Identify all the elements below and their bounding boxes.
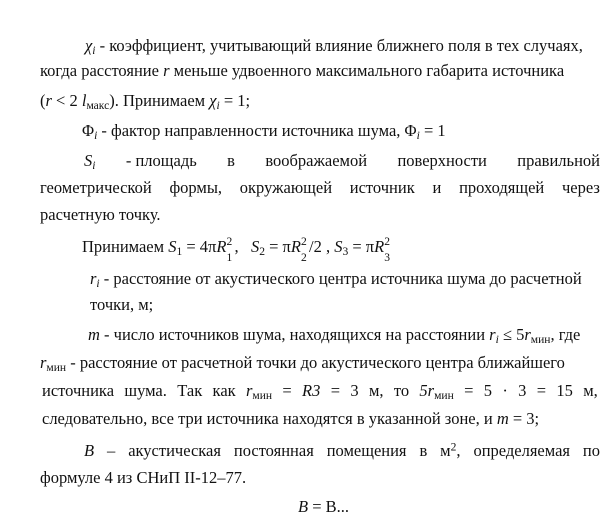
m-line-2: $r_{мин}$ - расстояние от расчетной точки до акустического центра ближайшего bbox=[40, 353, 565, 375]
s-symbol: S bbox=[84, 151, 93, 170]
s-line-1: $S_i$ - площадь в воображаемой поверхности правильной bbox=[84, 151, 600, 173]
m-line-1: m - число источников шума, находящихся на расстоянии $r_i \le 5r_{мин}$, где bbox=[88, 325, 581, 347]
s-line-2: геометрической формы, окружающей источник и проходящей через bbox=[40, 178, 600, 197]
b-line-2: формуле 4 из СНиП II-12–77. bbox=[40, 468, 247, 487]
chi-description: - коэффициент, учитывающий влияние ближнего поля в тех случаях, bbox=[95, 36, 583, 55]
chi-symbol: χ bbox=[85, 36, 93, 55]
r-symbol: r bbox=[90, 269, 97, 288]
m-line-3: источника шума. Так как $r_{мин}$ = R3 = 3 м, то $5r_{мин}$ = 5 · 3 = 15 м, bbox=[42, 381, 598, 403]
bottom-formula-partial: B = B... bbox=[298, 497, 350, 516]
formula-line: Принимаем $S_1 = 4\pi R$ 2 1 , $S_2 = \pi R$ 2 2 /2 , $S_3 = \pi R$ 2 3 bbox=[82, 236, 390, 264]
b-line-1: B – акустическая постоянная помещения в $м^2$, определяемая по bbox=[84, 440, 600, 464]
r-line-2: точки, м; bbox=[90, 295, 154, 314]
phi-symbol: Φ bbox=[82, 121, 95, 140]
m-symbol: m bbox=[88, 325, 100, 344]
m-line-4: следовательно, все три источника находятся в указанной зоне, и m = 3; bbox=[42, 409, 540, 428]
r-line-1: $r_i$ - расстояние от акустического центра источника шума до расчетной bbox=[90, 269, 582, 291]
chi-line-3: (r < 2 $l_{макс}$). Принимаем $\chi_i = 1$; bbox=[40, 91, 251, 113]
s-line-3: расчетную точку. bbox=[40, 205, 161, 224]
chi-line-1: $\chi_i$ - коэффициент, учитывающий влияние ближнего поля в тех случаях, bbox=[85, 36, 583, 58]
b-symbol: B bbox=[84, 441, 95, 460]
phi-line: $\Phi_i$ - фактор направленности источника шума, $\Phi_i = 1$ bbox=[82, 121, 446, 143]
chi-line-2: когда расстояние r меньше удвоенного максимального габарита источника bbox=[40, 61, 565, 80]
